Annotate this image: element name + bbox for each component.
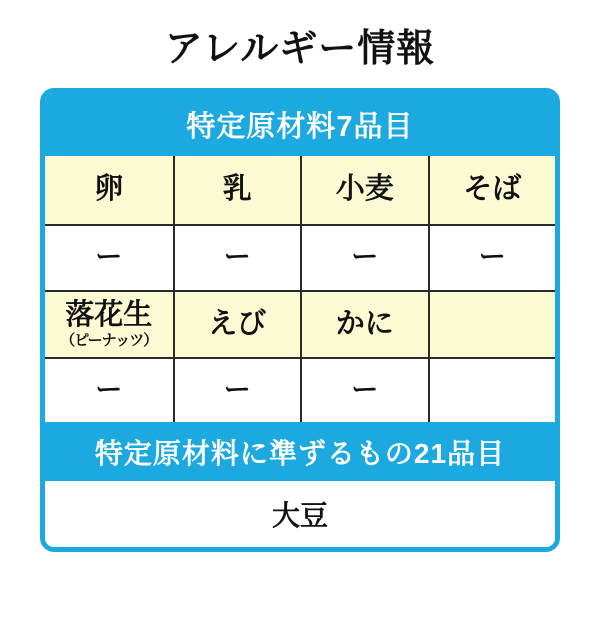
status-cell-wheat: ー bbox=[300, 226, 428, 290]
allergen-cell-wheat: 小麦 bbox=[300, 156, 428, 224]
status-cell-shrimp: ー bbox=[173, 359, 301, 422]
allergen-cell-peanut bbox=[45, 292, 173, 357]
section2-header: 特定原材料に準ずるもの21品目 bbox=[45, 422, 555, 481]
page-title: アレルギー情報 bbox=[164, 28, 436, 70]
allergy-info-card bbox=[40, 88, 560, 552]
allergen-peanut-sub-label: （ピーナッツ） bbox=[60, 331, 158, 349]
allergen-cell-crab: かに bbox=[300, 292, 428, 357]
soy-value-cell: 大豆 bbox=[45, 481, 555, 547]
allergen-cell-empty bbox=[428, 292, 556, 357]
section1-header: 特定原材料7品目 bbox=[45, 93, 555, 156]
status-row-1 bbox=[45, 224, 555, 290]
status-cell-egg: ー bbox=[95, 242, 123, 273]
allergen-cell-egg: 卵 bbox=[94, 173, 124, 206]
allergen-name-row-2 bbox=[45, 290, 555, 357]
allergen-cell-shrimp: えび bbox=[173, 292, 301, 357]
status-cell-peanut: ー bbox=[95, 374, 123, 405]
allergen-cell-milk: 乳 bbox=[173, 156, 301, 224]
status-cell-crab: ー bbox=[300, 359, 428, 422]
status-cell-buckwheat: ー bbox=[428, 226, 556, 290]
allergen-cell-buckwheat: そば bbox=[428, 156, 556, 224]
allergen-peanut-main: 落花生 bbox=[65, 298, 153, 331]
status-cell-milk: ー bbox=[173, 226, 301, 290]
status-row-2 bbox=[45, 357, 555, 422]
allergen-name-row-1 bbox=[45, 156, 555, 224]
status-cell-empty bbox=[428, 359, 556, 422]
